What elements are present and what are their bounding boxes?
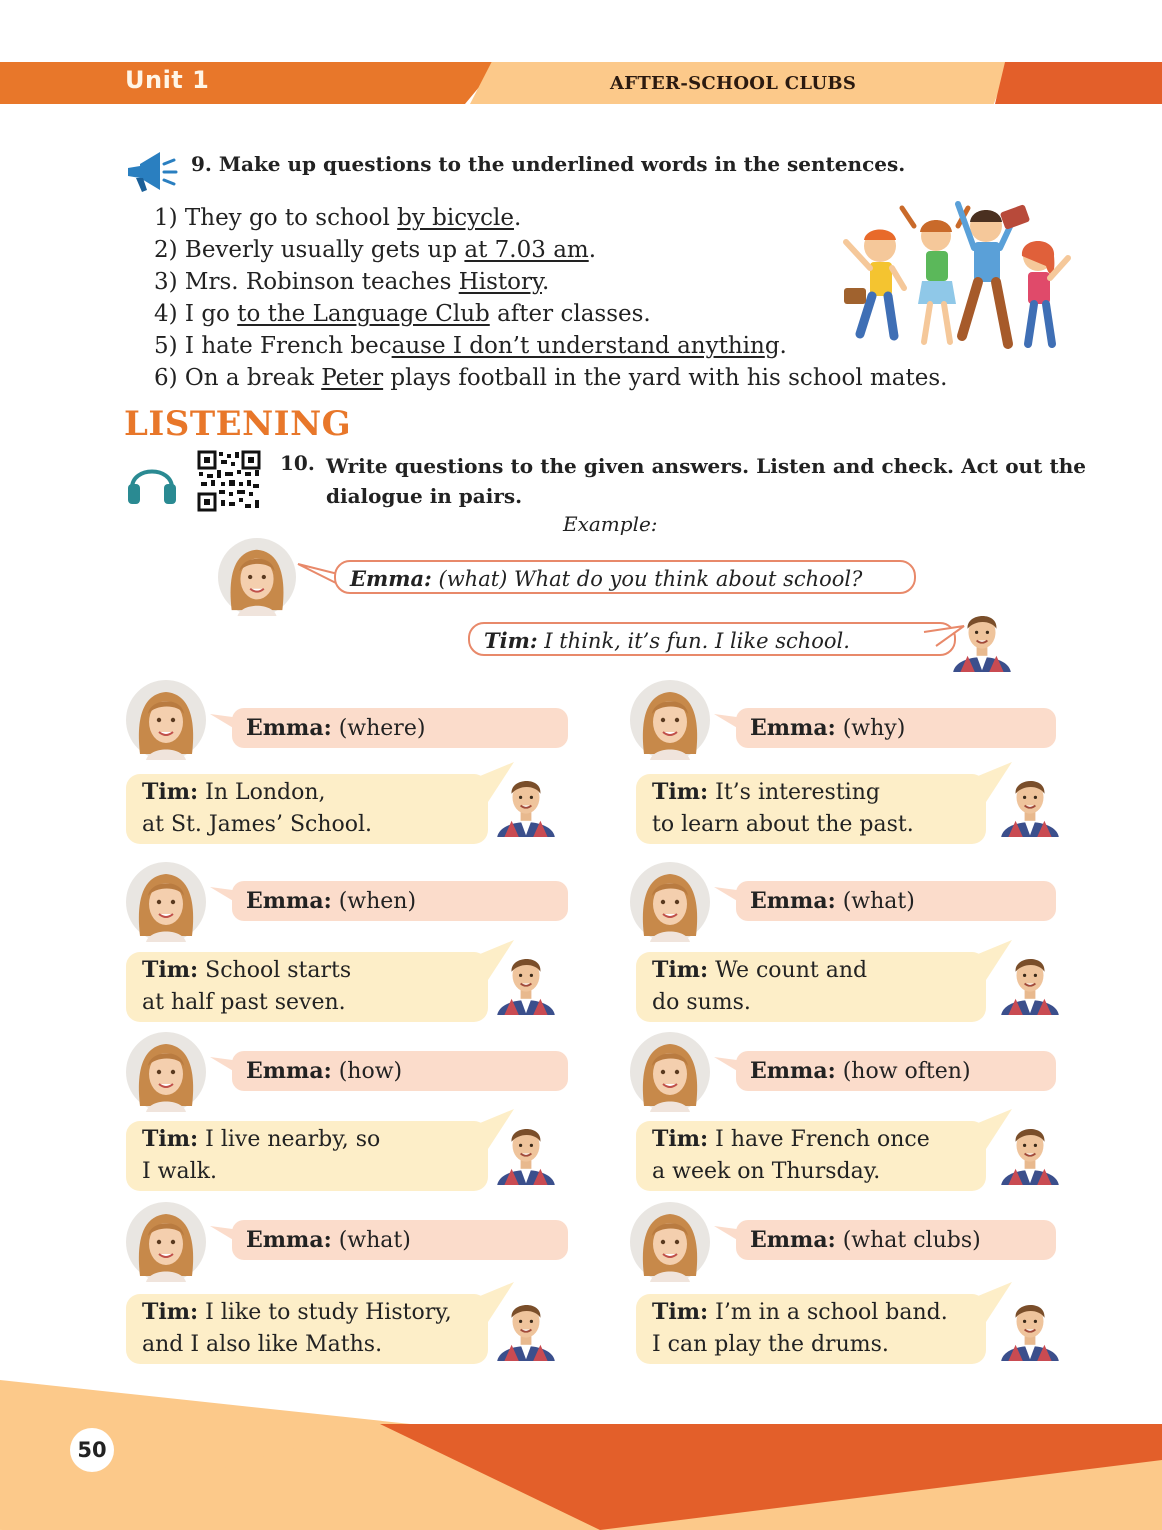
answer-line: at St. James’ School. (142, 812, 373, 837)
tim-avatar (994, 1110, 1066, 1188)
list-item: 1) They go to school by bicycle. (154, 205, 522, 231)
speaker-label: Tim: (652, 779, 709, 805)
emma-avatar (218, 538, 296, 616)
exercise-9-list (154, 202, 947, 394)
answer-line: a week on Thursday. (652, 1159, 881, 1184)
question-cue: (when) (338, 889, 417, 914)
emma-bubble (736, 881, 1056, 921)
footer-band (0, 1380, 1162, 1530)
header-band-right (995, 62, 1162, 104)
speaker-label: Tim: (142, 779, 199, 805)
tim-avatar (490, 762, 562, 840)
tim-avatar (994, 940, 1066, 1018)
speaker-label: Tim: (142, 957, 199, 983)
tim-avatar (994, 762, 1066, 840)
emma-avatar (126, 680, 206, 760)
emma-avatar (126, 862, 206, 942)
question-cue: (how) (338, 1059, 403, 1084)
emma-bubble (232, 1051, 568, 1091)
emma-bubble (232, 1220, 568, 1260)
answer-line: We count and (715, 958, 868, 983)
exercise-9-title: 9. Make up questions to the underlined words in the sentences. (191, 152, 906, 176)
example-label: Example: (563, 512, 658, 536)
emma-avatar (630, 680, 710, 760)
tim-bubble (636, 774, 986, 844)
answer-line: at half past seven. (142, 990, 346, 1015)
speaker-label: Emma: (246, 1058, 332, 1084)
page-header (0, 62, 1162, 104)
tim-bubble (636, 1121, 986, 1191)
megaphone-icon (126, 148, 178, 194)
list-item: 4) I go to the Language Club after classes. (154, 301, 651, 327)
answer-line: to learn about the past. (652, 812, 914, 837)
tim-bubble (636, 952, 986, 1022)
emma-bubble (736, 1051, 1056, 1091)
exercise-10-title: Write questions to the given answers. Listen and check. Act out the dialogue in pairs. (326, 454, 1086, 508)
tim-bubble (126, 1121, 488, 1191)
section-heading-listening: LISTENING (124, 404, 352, 444)
answer-line: I’m in a school band. (715, 1300, 948, 1325)
tim-avatar (490, 940, 562, 1018)
list-item: 5) I hate French because I don’t understand anything. (154, 333, 787, 359)
emma-bubble (232, 708, 568, 748)
answer-line: I walk. (142, 1159, 217, 1184)
question-cue: (where) (338, 716, 426, 741)
question-cue: (how often) (842, 1059, 971, 1084)
tim-bubble (126, 774, 488, 844)
answer-line: It’s interesting (715, 780, 880, 805)
emma-avatar (126, 1032, 206, 1112)
answer-line: I like to study History, (205, 1300, 452, 1325)
emma-avatar (630, 1032, 710, 1112)
speaker-label: Tim: (142, 1126, 199, 1152)
emma-bubble (736, 1220, 1056, 1260)
headphones-icon (126, 458, 178, 506)
tim-avatar (946, 598, 1018, 674)
chapter-title: AFTER-SCHOOL CLUBS (610, 73, 857, 94)
tim-avatar (994, 1286, 1066, 1364)
jumping-kids-illustration (838, 196, 1078, 356)
list-item: 3) Mrs. Robinson teaches History. (154, 269, 550, 295)
speaker-label: Emma: (750, 1058, 836, 1084)
emma-bubble (736, 708, 1056, 748)
speaker-label: Emma: (750, 888, 836, 914)
speaker-label: Tim: (652, 1299, 709, 1325)
example-tim-bubble: Tim: I think, it’s fun. I like school. (468, 622, 956, 656)
tim-bubble (636, 1294, 986, 1364)
answer-line: In London, (205, 780, 326, 805)
header-band-left (0, 62, 500, 104)
tim-avatar (490, 1110, 562, 1188)
answer-line: School starts (205, 958, 352, 983)
example-emma-bubble: Emma: (what) What do you think about school? (334, 560, 916, 594)
speaker-label: Tim: (142, 1299, 199, 1325)
tim-avatar (490, 1286, 562, 1364)
emma-bubble (232, 881, 568, 921)
answer-line: and I also like Maths. (142, 1332, 383, 1357)
unit-label: Unit 1 (125, 66, 210, 94)
tim-bubble (126, 1294, 488, 1364)
list-item: 2) Beverly usually gets up at 7.03 am. (154, 237, 597, 263)
speaker-label: Tim: (652, 957, 709, 983)
qr-code-icon[interactable] (197, 450, 261, 512)
answer-line: I can play the drums. (652, 1332, 889, 1357)
speaker-label: Emma: (750, 1227, 836, 1253)
emma-avatar (126, 1202, 206, 1282)
question-cue: (what clubs) (842, 1228, 981, 1253)
exercise-10-number: 10. (280, 451, 315, 475)
question-cue: (why) (842, 716, 906, 741)
speaker-label: Emma: (246, 1227, 332, 1253)
emma-avatar (630, 862, 710, 942)
question-cue: (what) (842, 889, 915, 914)
list-item: 6) On a break Peter plays football in the yard with his school mates. (154, 365, 948, 391)
answer-line: I live nearby, so (205, 1127, 381, 1152)
answer-line: do sums. (652, 990, 751, 1015)
answer-line: I have French once (715, 1127, 930, 1152)
question-cue: (what) (338, 1228, 411, 1253)
speaker-label: Tim: (652, 1126, 709, 1152)
page-number: 50 (70, 1428, 114, 1472)
speaker-label: Emma: (750, 715, 836, 741)
speaker-label: Emma: (246, 715, 332, 741)
speaker-label: Emma: (246, 888, 332, 914)
emma-avatar (630, 1202, 710, 1282)
tim-bubble (126, 952, 488, 1022)
